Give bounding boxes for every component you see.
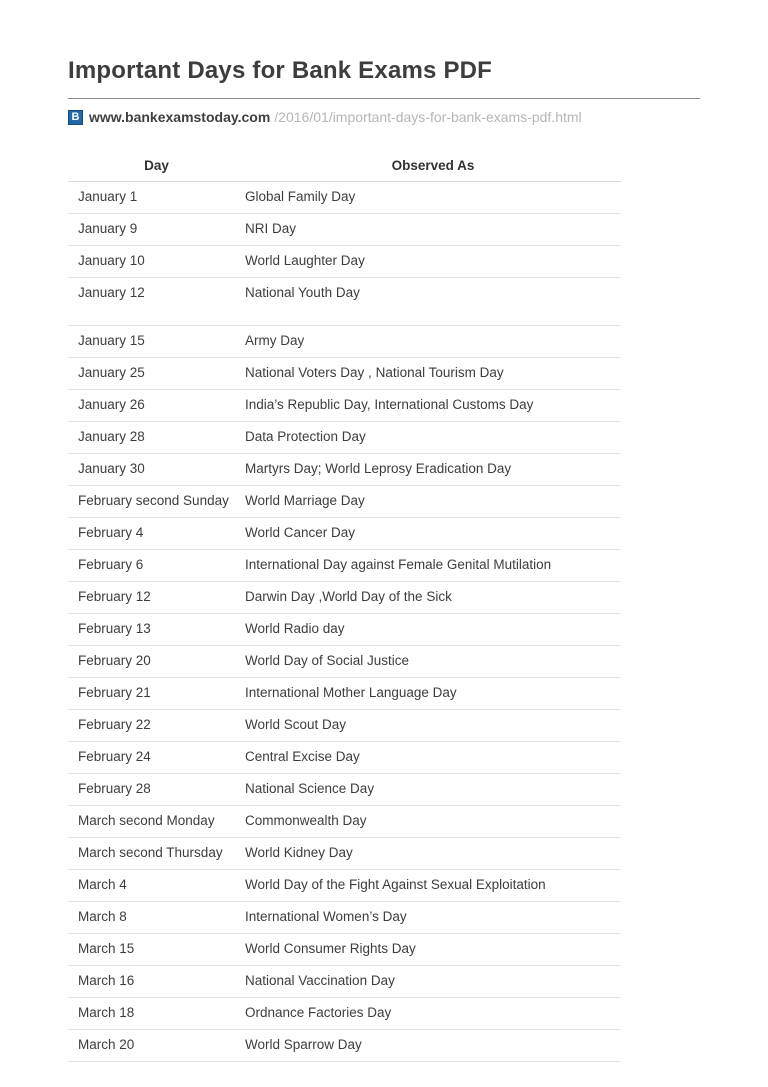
day-cell: February 24 [68,742,245,774]
observed-as-cell: World Scout Day [245,710,621,742]
observed-as-cell: World Marriage Day [245,486,621,518]
table-row [68,646,621,678]
column-header-observed-as: Observed As [245,151,621,182]
day-cell: March 18 [68,998,245,1030]
day-cell: March 4 [68,870,245,902]
day-cell: March second Monday [68,806,245,838]
table-row [68,742,621,774]
day-cell: February 28 [68,774,245,806]
observed-as-cell: Commonwealth Day [245,806,621,838]
observed-as-cell: World Consumer Rights Day [245,934,621,966]
table-row [68,870,621,902]
table-row [68,806,621,838]
observed-as-cell: NRI Day [245,214,621,246]
table-row [68,518,621,550]
observed-as-cell: India’s Republic Day, International Customs Day [245,390,621,422]
day-cell: January 10 [68,246,245,278]
observed-as-cell: National Science Day [245,774,621,806]
important-days-table [68,151,621,1062]
observed-as-cell: World Day of Social Justice [245,646,621,678]
observed-as-cell: World Kidney Day [245,838,621,870]
day-cell: January 25 [68,358,245,390]
column-header-day: Day [68,151,245,182]
document-content [68,0,708,1062]
day-cell: March 16 [68,966,245,998]
table-row [68,934,621,966]
table-row [68,454,621,486]
day-cell: March 15 [68,934,245,966]
table-row [68,390,621,422]
table-row [68,278,621,326]
table-row [68,550,621,582]
table-row [68,486,621,518]
table-row [68,182,621,214]
day-cell: January 15 [68,326,245,358]
table-row [68,1030,621,1062]
day-cell: February 13 [68,614,245,646]
page-title: Important Days for Bank Exams PDF [68,57,493,84]
observed-as-cell: Darwin Day ,World Day of the Sick [245,582,621,614]
title-divider [68,98,700,99]
table-row [68,838,621,870]
day-cell: January 1 [68,182,245,214]
source-domain-link[interactable]: www.bankexamstoday.com [89,109,271,125]
day-cell: January 26 [68,390,245,422]
observed-as-cell: Army Day [245,326,621,358]
observed-as-cell: World Cancer Day [245,518,621,550]
table-row [68,246,621,278]
observed-as-cell: World Radio day [245,614,621,646]
observed-as-cell: Global Family Day [245,182,621,214]
table-row [68,966,621,998]
table-row [68,998,621,1030]
table-header [68,151,621,182]
table-row [68,614,621,646]
observed-as-cell: National Youth Day [245,278,621,326]
table-row [68,214,621,246]
observed-as-cell: National Voters Day , National Tourism Day [245,358,621,390]
observed-as-cell: International Mother Language Day [245,678,621,710]
table-row [68,678,621,710]
table-row [68,774,621,806]
observed-as-cell: World Sparrow Day [245,1030,621,1062]
day-cell: February 6 [68,550,245,582]
day-cell: February 21 [68,678,245,710]
site-favicon-icon: B [68,110,83,125]
observed-as-cell: Central Excise Day [245,742,621,774]
day-cell: January 30 [68,454,245,486]
observed-as-cell: Martyrs Day; World Leprosy Eradication Day [245,454,621,486]
observed-as-cell: Data Protection Day [245,422,621,454]
table-row [68,422,621,454]
table-row [68,902,621,934]
table-row [68,358,621,390]
day-cell: January 12 [68,278,245,326]
observed-as-cell: World Laughter Day [245,246,621,278]
observed-as-cell: International Women’s Day [245,902,621,934]
day-cell: March second Thursday [68,838,245,870]
table-body [68,182,621,1062]
day-cell: March 8 [68,902,245,934]
observed-as-cell: Ordnance Factories Day [245,998,621,1030]
observed-as-cell: International Day against Female Genital Mutilation [245,550,621,582]
observed-as-cell: World Day of the Fight Against Sexual Exploitation [245,870,621,902]
source-line [68,109,708,125]
day-cell: February 4 [68,518,245,550]
table-header-row [68,151,621,182]
day-cell: February second Sunday [68,486,245,518]
day-cell: January 9 [68,214,245,246]
day-cell: March 20 [68,1030,245,1062]
table-row [68,582,621,614]
day-cell: February 12 [68,582,245,614]
observed-as-cell: National Vaccination Day [245,966,621,998]
table-row [68,710,621,742]
day-cell: February 22 [68,710,245,742]
day-cell: January 28 [68,422,245,454]
source-path-link[interactable]: /2016/01/important-days-for-bank-exams-pdf.html [274,109,582,125]
day-cell: February 20 [68,646,245,678]
table-row [68,326,621,358]
